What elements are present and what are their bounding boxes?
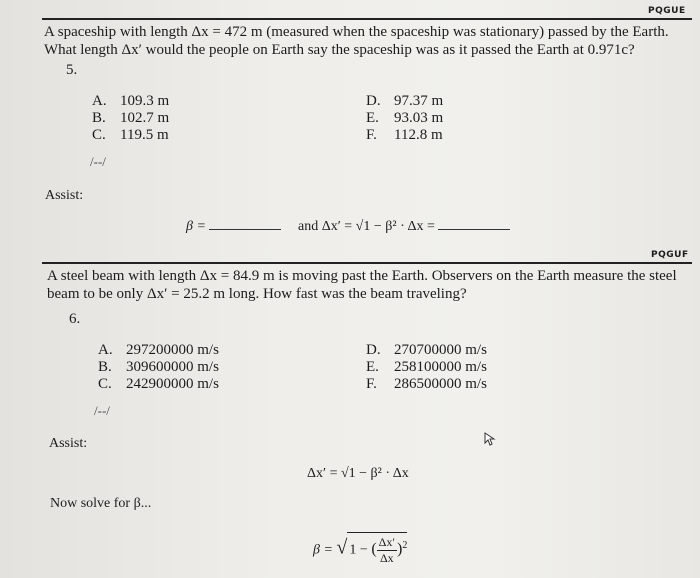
formula-beta-lhs: β = [313, 542, 333, 558]
answer-blank[interactable] [438, 219, 510, 230]
question-number: 5. [66, 62, 78, 78]
mouse-cursor-icon [484, 432, 496, 446]
question-code: PQGUE [648, 6, 686, 16]
assist-label: Assist: [45, 188, 84, 203]
answer-option[interactable] [366, 127, 443, 144]
paren-close: ) [396, 540, 403, 558]
fraction-numerator: Δx′ [378, 535, 395, 549]
option-letter: B. [98, 359, 112, 375]
answer-option[interactable] [92, 110, 169, 127]
paren-open: ( [371, 540, 377, 558]
option-value: 242900000 m/s [126, 376, 219, 392]
option-value: 97.37 m [394, 93, 444, 109]
answer-option[interactable] [366, 359, 487, 376]
score-marker: /--/ [94, 403, 110, 418]
sqrt-icon: √ [336, 536, 348, 559]
answer-option[interactable] [366, 342, 487, 359]
answer-option[interactable] [92, 127, 169, 144]
option-letter: E. [366, 110, 379, 126]
formula-length [298, 219, 510, 235]
sqrt-body [347, 532, 407, 566]
fraction-denominator: Δx [379, 551, 394, 565]
formula-beta [186, 219, 281, 235]
option-letter: A. [98, 342, 113, 358]
option-value: 270700000 m/s [394, 342, 487, 358]
option-letter: B. [92, 110, 106, 126]
formula-beta-solved [313, 532, 407, 566]
instruction-text: Now solve for β... [50, 496, 152, 511]
formula-and: and [298, 219, 319, 234]
option-letter: D. [366, 342, 381, 358]
formula-dx: Δx′ = √1 − β² · Δx = [321, 219, 435, 234]
divider [42, 18, 692, 20]
answer-option[interactable] [366, 93, 443, 110]
formula-one-minus: 1 − [349, 542, 368, 558]
question-text-line: A steel beam with length Δx = 84.9 m is moving past the Earth. Observers on the Earth measure the steel [47, 268, 677, 284]
answer-option[interactable] [366, 110, 443, 127]
option-value: 297200000 m/s [126, 342, 219, 358]
option-letter: E. [366, 359, 379, 375]
question-text-line: What length Δx′ would the people on Earth say the spaceship was as it passed the Earth at 0.971c? [44, 42, 635, 58]
divider [42, 262, 692, 264]
option-letter: F. [366, 376, 377, 392]
formula-beta-lhs: β = [186, 219, 206, 234]
option-letter: C. [98, 376, 112, 392]
option-value: 109.3 m [120, 93, 170, 109]
option-value: 119.5 m [120, 127, 169, 143]
option-value: 102.7 m [120, 110, 170, 126]
question-text-line: beam to be only Δx′ = 25.2 m long. How fast was the beam traveling? [47, 286, 467, 302]
question-text-line: A spaceship with length Δx = 472 m (measured when the spaceship was stationary) passed by the Earth. [44, 24, 669, 40]
option-letter: F. [366, 127, 377, 143]
formula-length: Δx′ = √1 − β² · Δx [307, 466, 409, 481]
answer-option[interactable] [98, 376, 219, 393]
fraction [377, 535, 397, 566]
option-value: 258100000 m/s [394, 359, 487, 375]
option-letter: C. [92, 127, 106, 143]
option-value: 309600000 m/s [126, 359, 219, 375]
assist-label: Assist: [49, 436, 88, 451]
option-value: 286500000 m/s [394, 376, 487, 392]
option-letter: D. [366, 93, 381, 109]
option-letter: A. [92, 93, 107, 109]
option-value: 112.8 m [394, 127, 443, 143]
answer-option[interactable] [98, 359, 219, 376]
answer-option[interactable] [366, 376, 487, 393]
question-number: 6. [69, 311, 81, 327]
exponent: 2 [402, 540, 408, 552]
option-value: 93.03 m [394, 110, 444, 126]
score-marker: /--/ [90, 154, 106, 169]
answer-option[interactable] [98, 342, 219, 359]
answer-blank[interactable] [209, 219, 281, 230]
answer-option[interactable] [92, 93, 169, 110]
question-code: PQGUF [651, 250, 689, 260]
